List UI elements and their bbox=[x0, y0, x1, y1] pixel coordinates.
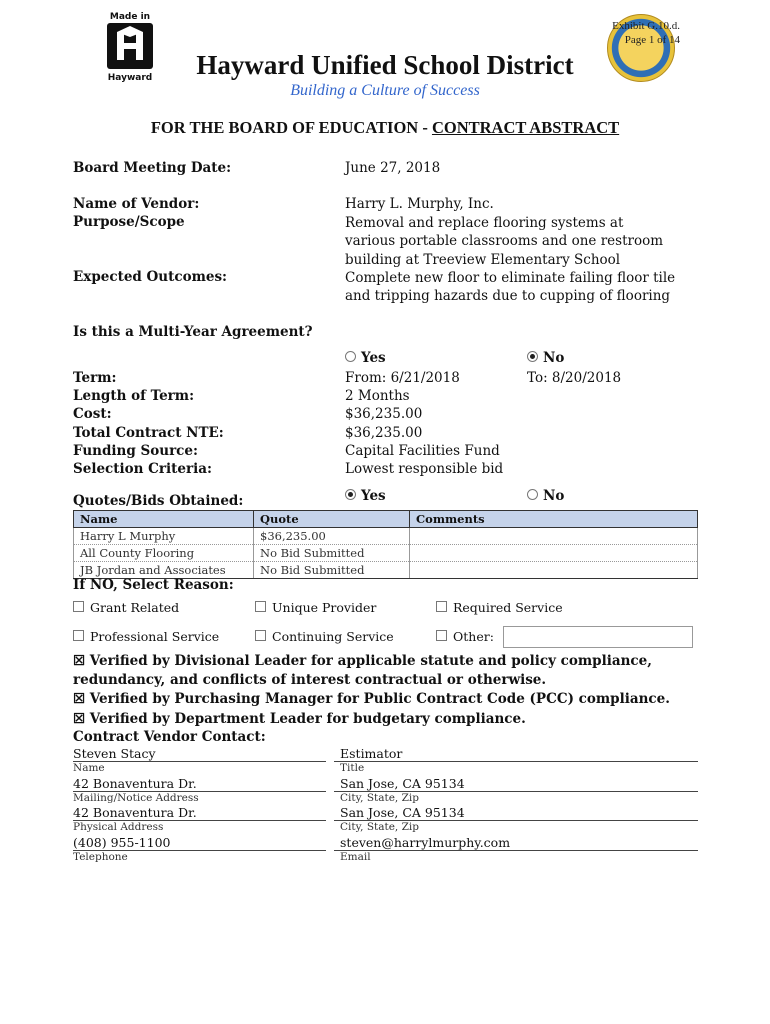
length-label: Length of Term: bbox=[73, 388, 195, 404]
radio-unchecked-icon bbox=[527, 489, 538, 500]
quotes-table bbox=[73, 510, 698, 579]
vendor-label: Name of Vendor: bbox=[73, 196, 200, 212]
multi-year-yes-radio[interactable] bbox=[345, 347, 386, 366]
reason-other-checkbox[interactable] bbox=[436, 629, 494, 644]
field-caption: Name bbox=[73, 762, 105, 774]
multi-year-no-radio[interactable] bbox=[527, 347, 564, 366]
funding-label: Funding Source: bbox=[73, 443, 198, 459]
svg-text:Hayward: Hayward bbox=[107, 73, 153, 82]
table-cell: $36,235.00 bbox=[254, 528, 410, 545]
quotes-no-radio[interactable] bbox=[527, 485, 564, 504]
radio-label: No bbox=[543, 488, 565, 504]
field-caption: City, State, Zip bbox=[340, 821, 419, 833]
reason-professional-checkbox[interactable] bbox=[73, 629, 219, 644]
radio-unchecked-icon bbox=[345, 351, 356, 362]
outcomes-label: Expected Outcomes: bbox=[73, 269, 228, 285]
column-header: Name bbox=[74, 511, 254, 528]
table-cell bbox=[410, 562, 698, 579]
purpose-label: Purpose/Scope bbox=[73, 214, 185, 230]
contact-phone-value: (408) 955-1100 bbox=[73, 835, 326, 851]
field-caption: Email bbox=[340, 851, 371, 863]
length-value: 2 Months bbox=[345, 388, 410, 404]
contact-title-value: Estimator bbox=[334, 746, 698, 762]
field-caption: Mailing/Notice Address bbox=[73, 792, 199, 804]
contact-mailing-value: 42 Bonaventura Dr. bbox=[73, 776, 326, 792]
contact-physical-field bbox=[73, 805, 326, 833]
checkbox-icon bbox=[436, 601, 447, 612]
contact-city-value: San Jose, CA 95134 bbox=[334, 805, 698, 821]
term-to-value: To: 8/20/2018 bbox=[527, 370, 622, 386]
checkbox-label: Other: bbox=[453, 629, 494, 644]
checkbox-label: Professional Service bbox=[90, 629, 220, 644]
reason-required-checkbox[interactable] bbox=[436, 600, 563, 615]
verification-divisional: ☒ Verified by Divisional Leader for applicable statute and policy compliance, bbox=[73, 653, 652, 669]
table-cell: Harry L Murphy bbox=[74, 528, 254, 545]
purpose-line: Removal and replace flooring systems at bbox=[345, 215, 624, 231]
cost-value: $36,235.00 bbox=[345, 406, 423, 422]
reason-grant-checkbox[interactable] bbox=[73, 600, 179, 615]
section-heading bbox=[0, 118, 770, 138]
column-header: Comments bbox=[410, 511, 698, 528]
field-caption: City, State, Zip bbox=[340, 792, 419, 804]
outcomes-line: Complete new floor to eliminate failing floor tile bbox=[345, 270, 676, 286]
purpose-value bbox=[345, 214, 663, 269]
contact-city2-field bbox=[334, 805, 698, 833]
contact-name-field bbox=[73, 746, 326, 774]
contact-physical-value: 42 Bonaventura Dr. bbox=[73, 805, 326, 821]
checkbox-icon bbox=[255, 630, 266, 641]
table-cell: All County Flooring bbox=[74, 545, 254, 562]
contact-city-value: San Jose, CA 95134 bbox=[334, 776, 698, 792]
vendor-value: Harry L. Murphy, Inc. bbox=[345, 196, 494, 212]
column-header: Quote bbox=[254, 511, 410, 528]
term-label: Term: bbox=[73, 370, 117, 386]
checkbox-icon bbox=[73, 630, 84, 641]
nte-label: Total Contract NTE: bbox=[73, 425, 224, 441]
page-title: Hayward Unified School District bbox=[196, 50, 574, 80]
checkbox-label: Grant Related bbox=[90, 600, 180, 615]
contact-email-field bbox=[334, 835, 698, 863]
table-cell: No Bid Submitted bbox=[254, 545, 410, 562]
reason-unique-checkbox[interactable] bbox=[255, 600, 376, 615]
table-cell bbox=[410, 545, 698, 562]
quotes-label: Quotes/Bids Obtained: bbox=[73, 493, 244, 509]
multi-year-label: Is this a Multi-Year Agreement? bbox=[73, 324, 313, 340]
field-caption: Telephone bbox=[73, 851, 128, 863]
radio-checked-icon bbox=[345, 489, 356, 500]
selection-label: Selection Criteria: bbox=[73, 461, 212, 477]
nte-value: $36,235.00 bbox=[345, 425, 423, 441]
checkbox-label: Required Service bbox=[453, 600, 563, 615]
contact-title-field bbox=[334, 746, 698, 774]
exhibit-label bbox=[612, 19, 680, 47]
radio-checked-icon bbox=[527, 351, 538, 362]
verification-purchasing: ☒ Verified by Purchasing Manager for Public Contract Code (PCC) compliance. bbox=[73, 691, 670, 707]
field-caption: Physical Address bbox=[73, 821, 164, 833]
page-number: Page 1 of 14 bbox=[624, 34, 680, 46]
contact-mailing-field bbox=[73, 776, 326, 804]
checkbox-icon bbox=[255, 601, 266, 612]
outcomes-line: and tripping hazards due to cupping of flooring bbox=[345, 288, 671, 305]
verification-divisional-cont: redundancy, and conflicts of interest contractual or otherwise. bbox=[73, 672, 547, 688]
table-cell: JB Jordan and Associates bbox=[74, 562, 254, 579]
quotes-yes-radio[interactable] bbox=[345, 485, 386, 504]
outcomes-value bbox=[345, 269, 675, 306]
heading-text: FOR THE BOARD OF EDUCATION - bbox=[150, 118, 432, 137]
table-row bbox=[74, 562, 698, 579]
checkbox-icon bbox=[73, 601, 84, 612]
board-meeting-label: Board Meeting Date: bbox=[73, 160, 232, 176]
checkbox-label: Unique Provider bbox=[272, 600, 377, 615]
contact-name-value: Steven Stacy bbox=[73, 746, 326, 762]
checkbox-icon bbox=[436, 630, 447, 641]
reason-continuing-checkbox[interactable] bbox=[255, 629, 394, 644]
other-reason-input[interactable] bbox=[503, 626, 693, 648]
svg-text:Made in: Made in bbox=[109, 12, 151, 22]
selection-value: Lowest responsible bid bbox=[345, 461, 504, 477]
field-caption: Title bbox=[340, 762, 365, 774]
verification-department: ☒ Verified by Department Leader for budgetary compliance. bbox=[73, 711, 526, 727]
radio-label: Yes bbox=[361, 488, 386, 504]
term-from-value: From: 6/21/2018 bbox=[345, 370, 460, 386]
contact-city1-field bbox=[334, 776, 698, 804]
funding-value: Capital Facilities Fund bbox=[345, 443, 500, 459]
contact-label: Contract Vendor Contact: bbox=[73, 729, 266, 745]
table-cell: No Bid Submitted bbox=[254, 562, 410, 579]
checkbox-label: Continuing Service bbox=[272, 629, 394, 644]
radio-label: Yes bbox=[361, 350, 386, 366]
reason-label: If NO, Select Reason: bbox=[73, 577, 234, 593]
table-header-row bbox=[74, 511, 698, 528]
purpose-line: building at Treeview Elementary School bbox=[345, 251, 621, 268]
contact-email-value: steven@harrylmurphy.com bbox=[334, 835, 698, 851]
radio-label: No bbox=[543, 350, 565, 366]
table-cell bbox=[410, 528, 698, 545]
cost-label: Cost: bbox=[73, 406, 112, 422]
page-subtitle: Building a Culture of Success bbox=[290, 82, 480, 99]
contact-phone-field bbox=[73, 835, 326, 863]
board-meeting-value: June 27, 2018 bbox=[345, 160, 441, 176]
exhibit-number: Exhibit G.10.d. bbox=[612, 20, 680, 32]
table-row bbox=[74, 528, 698, 545]
table-row bbox=[74, 545, 698, 562]
purpose-line: various portable classrooms and one restroom bbox=[345, 233, 664, 250]
heading-underlined-text: CONTRACT ABSTRACT bbox=[431, 118, 620, 137]
